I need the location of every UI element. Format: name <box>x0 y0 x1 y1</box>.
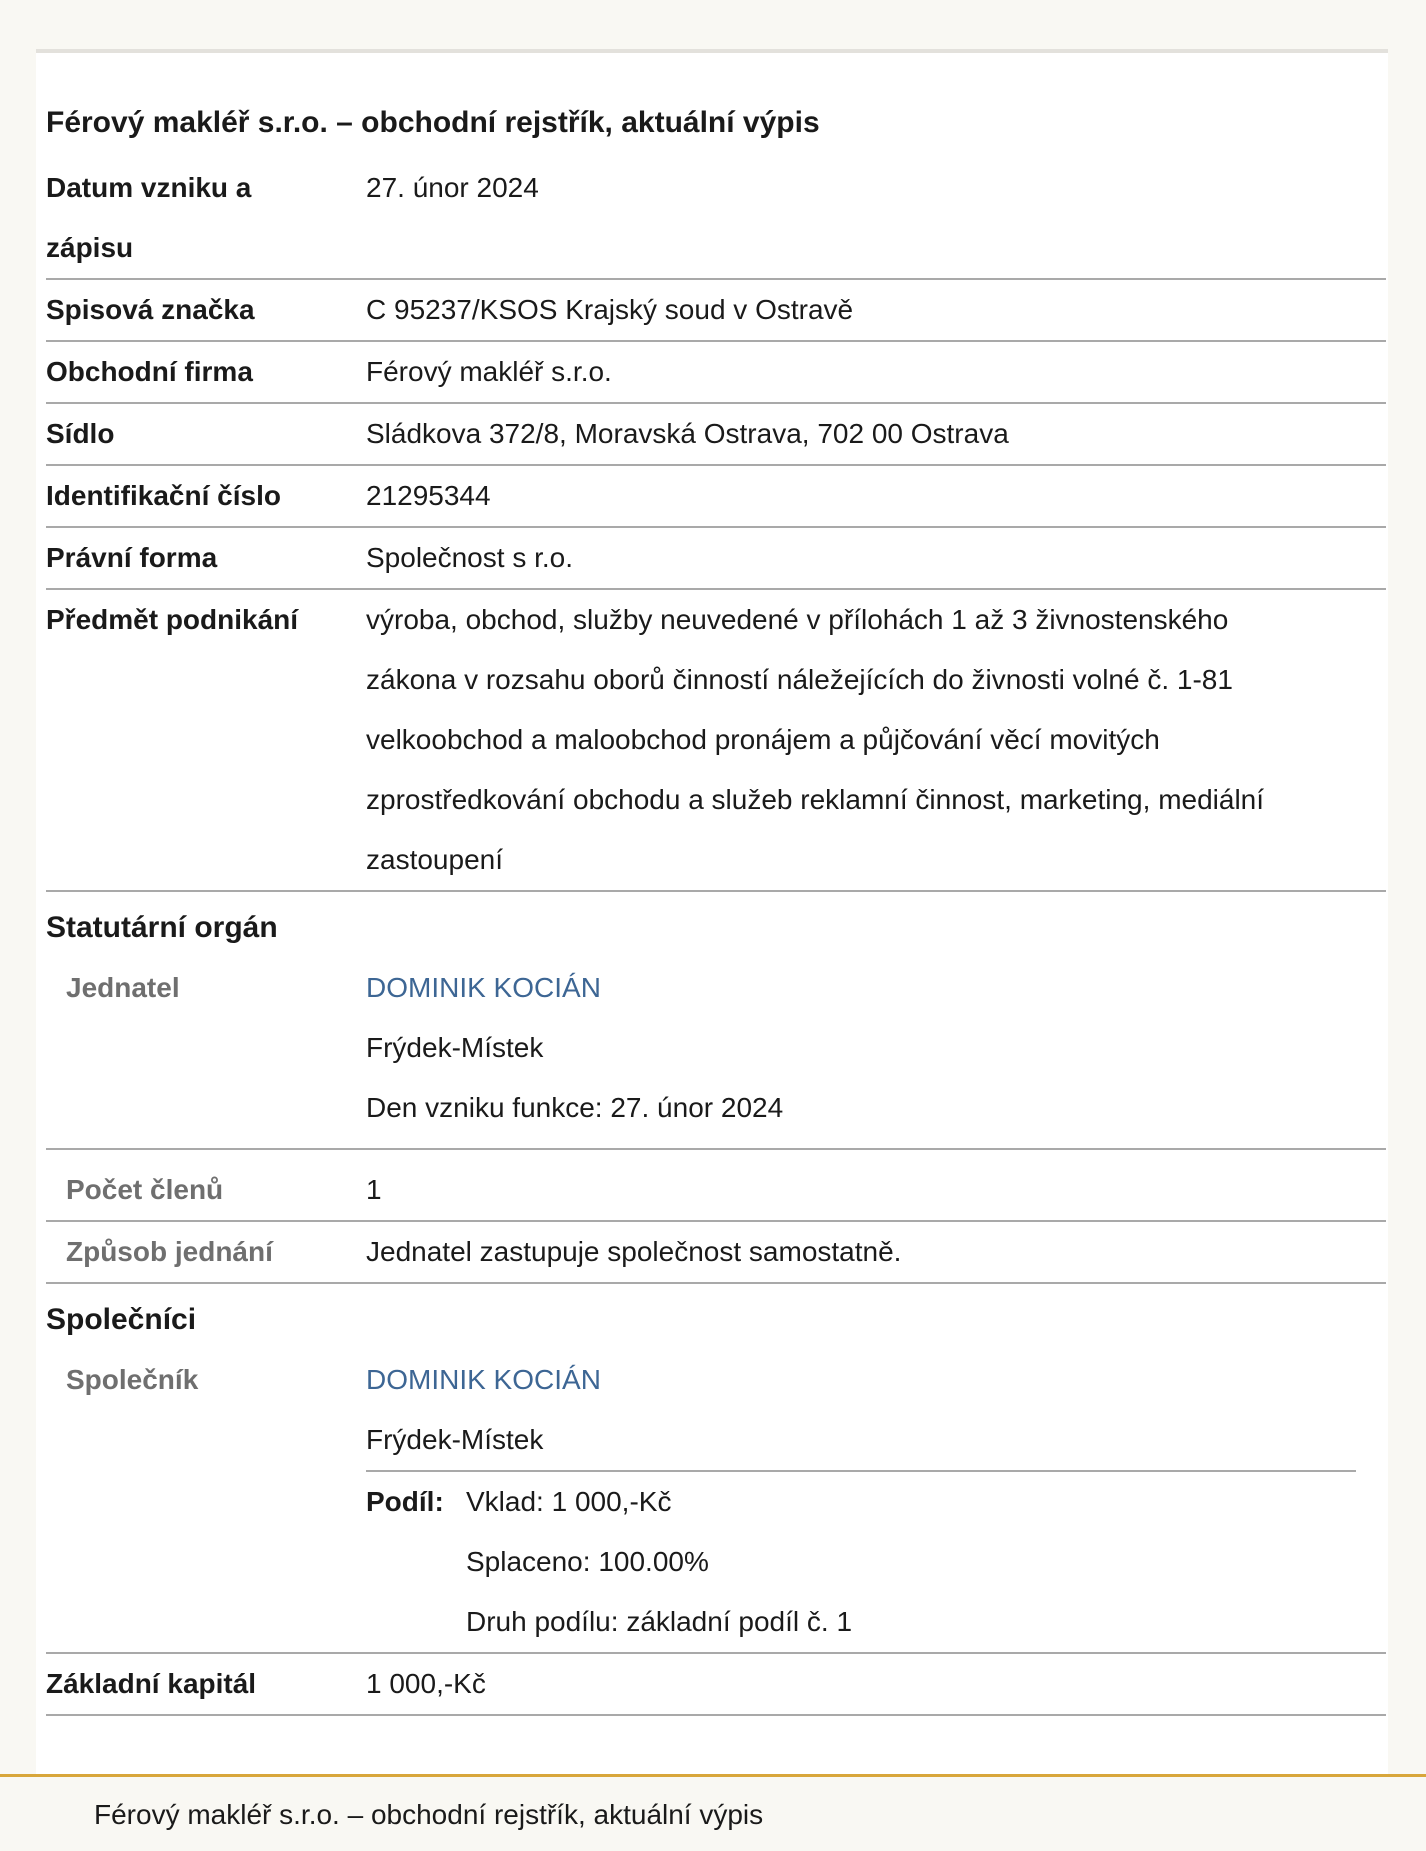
label-spisova-znacka: Spisová značka <box>46 279 366 341</box>
share-vklad: Vklad: 1 000,-Kč <box>466 1486 672 1517</box>
jednatel-name-link[interactable]: DOMINIK KOCIÁN <box>366 972 601 1003</box>
value-zpusob-jednani: Jednatel zastupuje společnost samostatně. <box>366 1221 1386 1283</box>
row-datum-vzniku <box>46 158 1386 279</box>
share-label: Podíl: <box>366 1486 444 1517</box>
predmet-line: zákona v rozsahu oborů činností náležejících do živnosti volné č. 1-81 <box>366 664 1233 695</box>
label-sidlo: Sídlo <box>46 403 366 465</box>
label-pocet-clenu: Počet členů <box>46 1149 366 1221</box>
page-sheet <box>36 49 1388 1776</box>
share-splaceno: Splaceno: 100.00% <box>466 1546 709 1577</box>
row-pravni-forma <box>46 527 1386 589</box>
row-zakladni-kapital <box>46 1653 1386 1715</box>
label-ico: Identifikační číslo <box>46 465 366 527</box>
label-pravni-forma: Právní forma <box>46 527 366 589</box>
page-footer <box>0 1774 1426 1851</box>
row-spolecnici-heading <box>46 1283 1386 1350</box>
spolecnik-name-link[interactable]: DOMINIK KOCIÁN <box>366 1364 601 1395</box>
label-zakladni-kapital: Základní kapitál <box>46 1653 366 1715</box>
predmet-line: výroba, obchod, služby neuvedené v přílohách 1 až 3 živnostenského <box>366 604 1229 635</box>
page-title: Férový makléř s.r.o. – obchodní rejstřík, aktuální výpis <box>46 106 820 139</box>
value-sidlo: Sládkova 372/8, Moravská Ostrava, 702 00 Ostrava <box>366 403 1386 465</box>
label-text: Datum vzniku a zápisu <box>46 172 252 263</box>
row-spisova-znacka <box>46 279 1386 341</box>
spolecnik-place: Frýdek-Místek <box>366 1424 544 1455</box>
row-sidlo <box>46 403 1386 465</box>
value-pocet-clenu: 1 <box>366 1149 1386 1221</box>
label-obchodni-firma: Obchodní firma <box>46 341 366 403</box>
value-predmet-podnikani <box>366 589 1386 891</box>
row-predmet-podnikani <box>46 589 1386 891</box>
label-jednatel: Jednatel <box>46 958 366 1149</box>
value-spolecnik <box>366 1350 1386 1653</box>
value-datum-vzniku: 27. únor 2024 <box>366 158 1386 279</box>
value-obchodni-firma: Férový makléř s.r.o. <box>366 341 1386 403</box>
share-druh: Druh podílu: základní podíl č. 1 <box>466 1606 853 1637</box>
value-ico: 21295344 <box>366 465 1386 527</box>
label-spolecnik: Společník <box>46 1350 366 1653</box>
section-heading-spolecnici: Společníci <box>46 1303 197 1336</box>
value-spisova-znacka: C 95237/KSOS Krajský soud v Ostravě <box>366 279 1386 341</box>
share-details <box>366 1470 1356 1652</box>
row-pocet-clenu <box>46 1149 1386 1221</box>
value-jednatel <box>366 958 1386 1149</box>
label-zpusob-jednani: Způsob jednání <box>46 1221 366 1283</box>
predmet-line: zastoupení <box>366 844 503 875</box>
share-values <box>466 1472 852 1652</box>
row-jednatel <box>46 958 1386 1149</box>
row-ico <box>46 465 1386 527</box>
jednatel-place: Frýdek-Místek <box>366 1032 544 1063</box>
jednatel-since: Den vzniku funkce: 27. únor 2024 <box>366 1092 784 1123</box>
value-zakladni-kapital: 1 000,-Kč <box>366 1653 1386 1715</box>
predmet-line: velkoobchod a maloobchod pronájem a půjčování věcí movitých <box>366 724 1160 755</box>
value-pravni-forma: Společnost s r.o. <box>366 527 1386 589</box>
row-obchodni-firma <box>46 341 1386 403</box>
row-statutarni-organ-heading <box>46 891 1386 958</box>
row-zpusob-jednani <box>46 1221 1386 1283</box>
section-heading-statutarni-organ: Statutární orgán <box>46 911 278 944</box>
footer-title: Férový makléř s.r.o. – obchodní rejstřík, aktuální výpis <box>94 1799 764 1830</box>
label-datum-vzniku <box>46 158 366 279</box>
predmet-line: zprostředkování obchodu a služeb reklamní činnost, marketing, mediální <box>366 784 1265 815</box>
label-predmet-podnikani: Předmět podnikání <box>46 589 366 891</box>
row-spolecnik <box>46 1350 1386 1653</box>
register-table <box>46 158 1386 1716</box>
